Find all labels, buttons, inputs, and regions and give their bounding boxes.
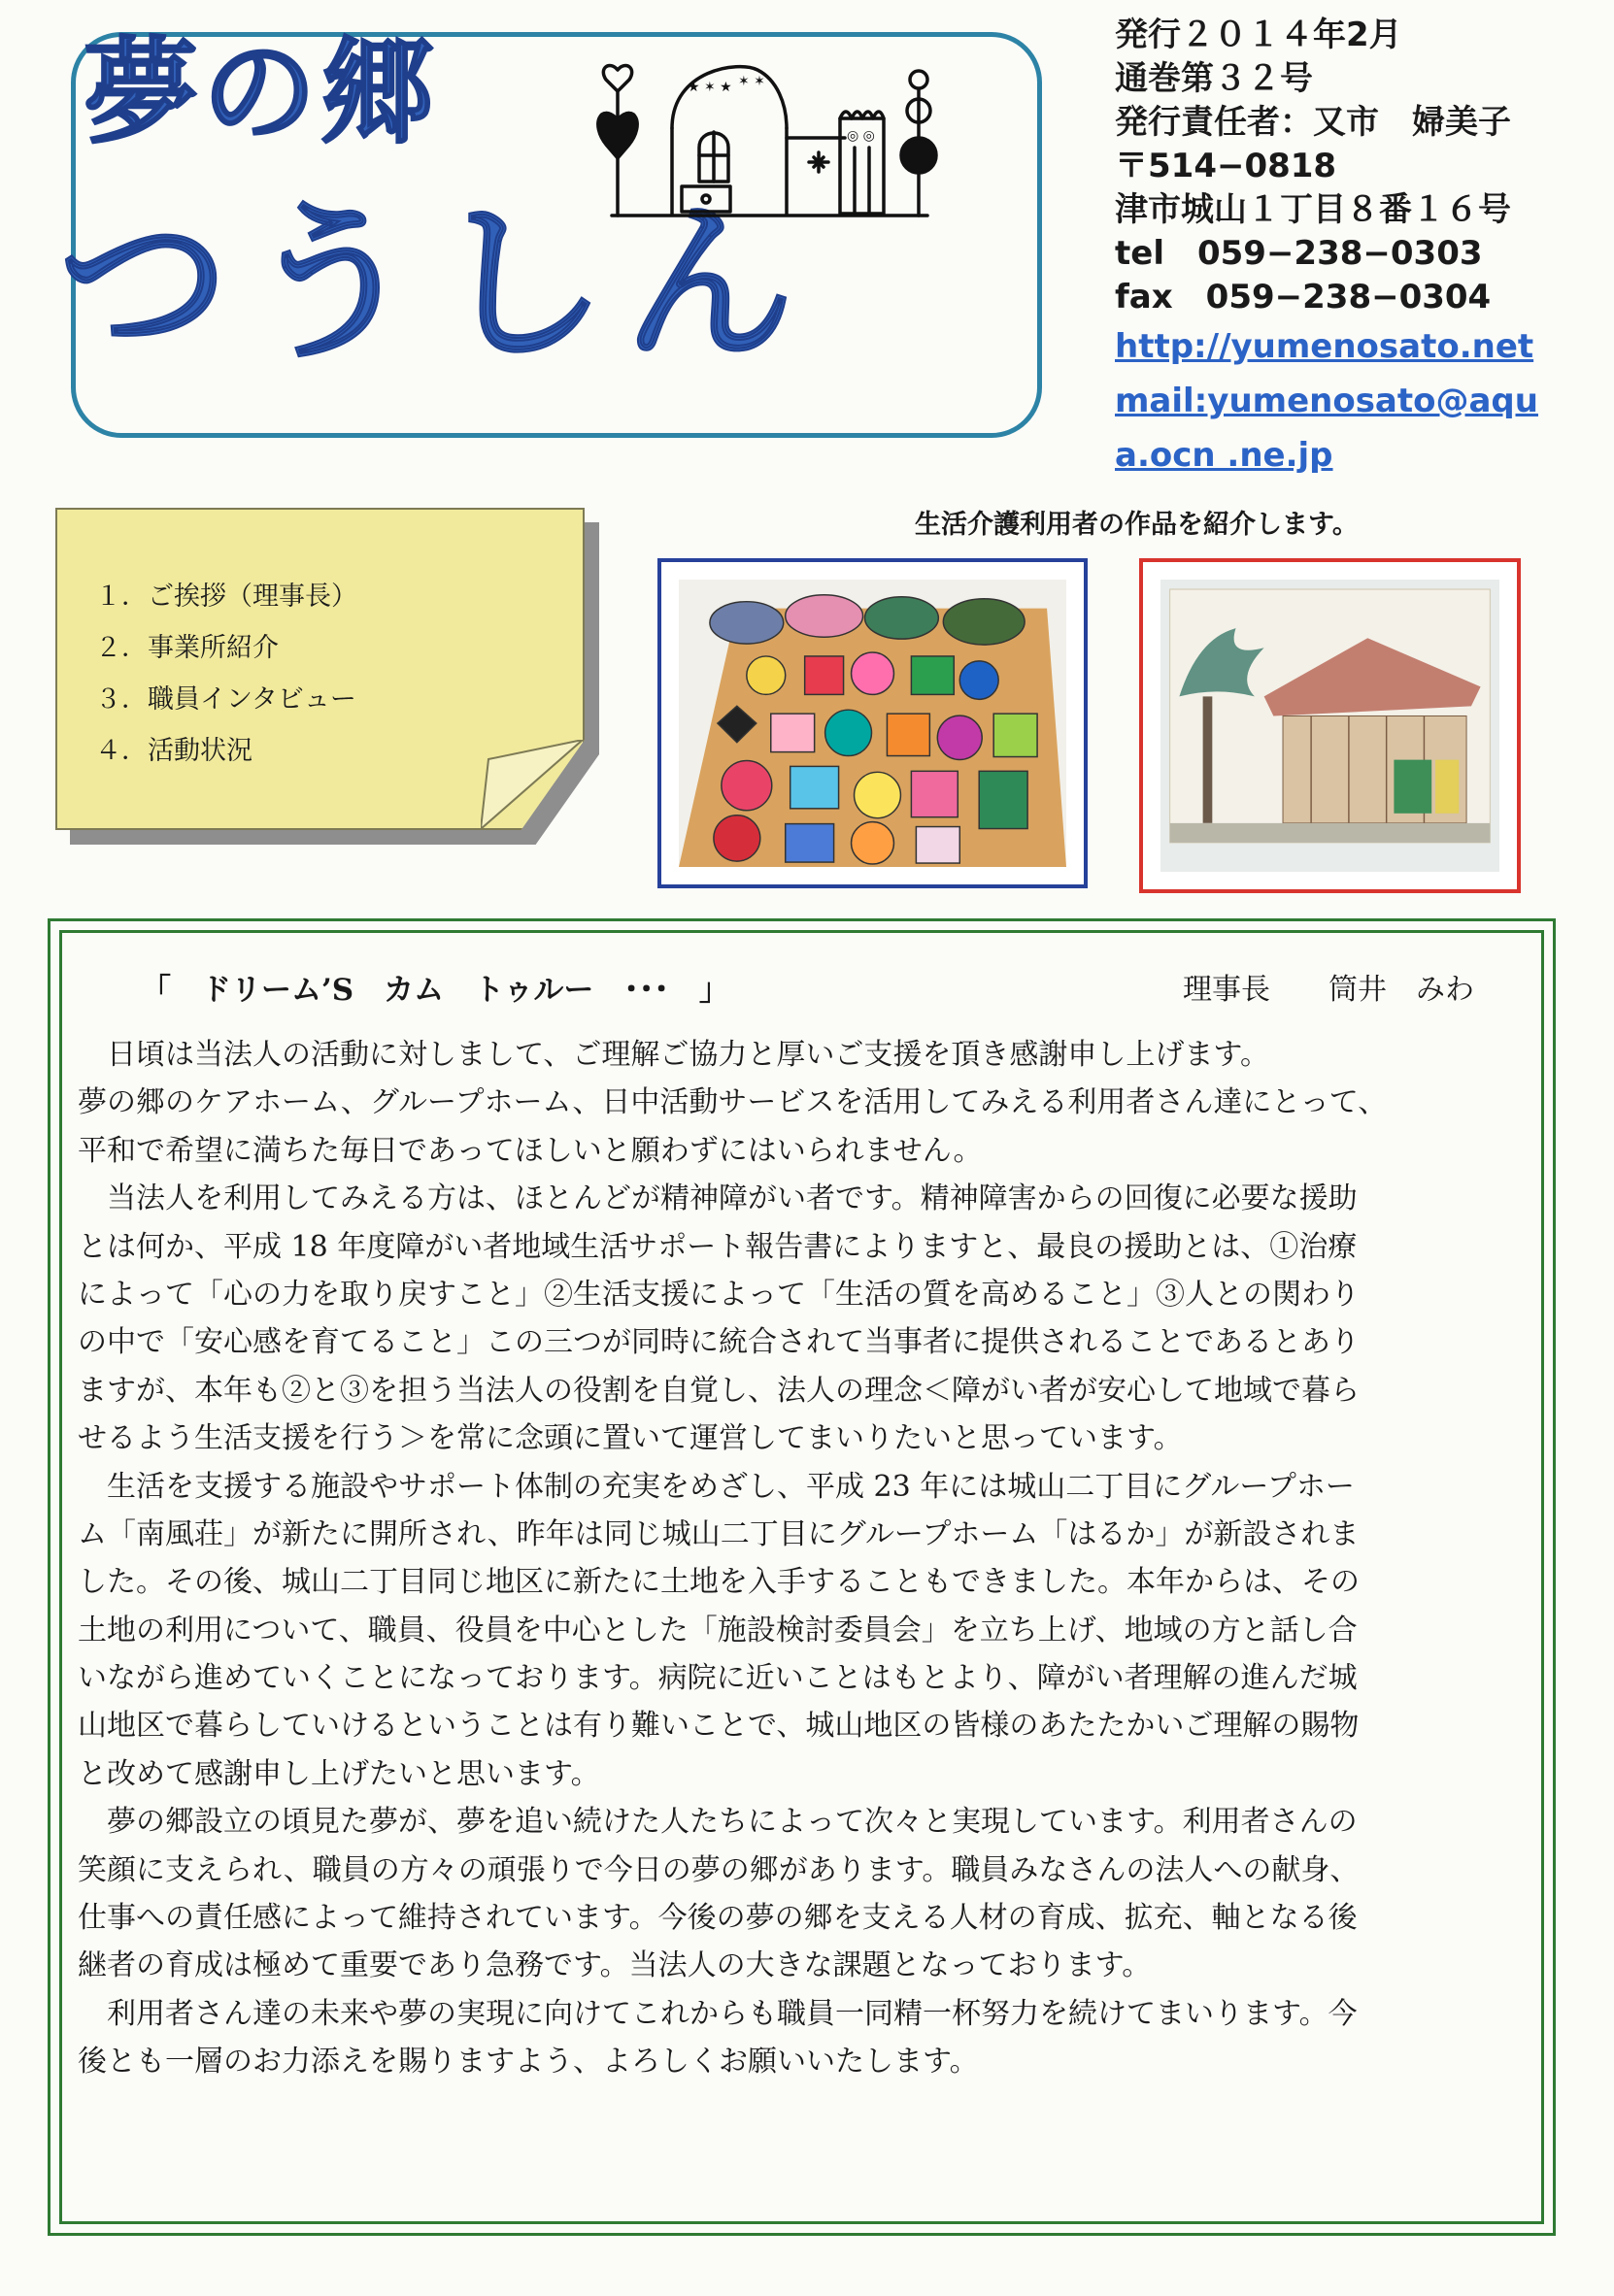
article-line: 後とも一層のお力添えを賜りますよう、よろしくお願いいたします。 <box>78 2045 979 2080</box>
email-link[interactable]: mail:yumenosato@aqu <box>1115 382 1538 420</box>
toc-note-fold <box>481 740 583 829</box>
article-line: 夢の郷のケアホーム、グループホーム、日中活動サービスを活用してみえる利用者さん達にとって、 <box>78 1085 1388 1120</box>
toc-item: ２．事業所紹介 <box>95 633 279 663</box>
article-line: ム「南風荘」が新たに開所され、昨年は同じ城山二丁目にグループホーム「はるか」が新設されま <box>78 1516 1360 1551</box>
article-line: した。その後、城山二丁目同じ地区に新たに土地を入手することもできました。本年からは、その <box>78 1565 1360 1600</box>
editor-name: 発行責任者：又市 婦美子 <box>1115 103 1511 142</box>
article-line: 山地区で暮らしていけるということは有り難いことで、城山地区の皆様のあたたかいご理解の賜物 <box>78 1709 1360 1744</box>
article-line: 土地の利用について、職員、役員を中心とした「施設検討委員会」を立ち上げ、地域の方と話し合 <box>78 1613 1358 1647</box>
issue-date: 発行２０１４年2月 <box>1115 16 1402 54</box>
toc-item: ４．活動状況 <box>95 736 252 766</box>
article-line: によって「心の力を取り戻すこと」②生活支援によって「生活の質を高めること」③人との関わり <box>78 1277 1360 1312</box>
painting-photo <box>1139 558 1521 893</box>
article-line: と改めて感謝申し上げたいと思います。 <box>78 1756 600 1791</box>
house-illustration <box>592 50 942 225</box>
article-author: 理事長 筒井 みわ <box>1183 973 1474 1007</box>
toc-item: ３．職員インタビュー <box>95 684 356 715</box>
masthead-subtitle: つうしん <box>58 184 813 383</box>
article-line: 利用者さん達の未来や夢の実現に向けてこれからも職員一同精一杯努力を続けてまいります。今 <box>78 1996 1358 2031</box>
article-title: 「 ドリーム’S カム トゥルー ･･･ 」 <box>141 973 729 1008</box>
publisher-info <box>1115 14 1600 482</box>
article-line: 夢の郷設立の頃見た夢が、夢を追い続けた人たちによって次々と実現しています。利用者さんの <box>78 1805 1358 1840</box>
article-line: とは何か、平成 18 年度障がい者地域生活サポート報告書によりますと、最良の援助とは、①治療 <box>78 1229 1358 1264</box>
article-line: 継者の育成は極めて重要であり急務です。当法人の大きな課題となっております。 <box>78 1948 1152 1983</box>
address: 津市城山１丁目８番１６号 <box>1115 190 1511 229</box>
svg-text:◎ ◎: ◎ ◎ <box>847 128 875 144</box>
article-line: ますが、本年も②と③を担う当法人の役割を自覚し、法人の理念＜障がい者が安心して地域で暮ら <box>78 1373 1360 1408</box>
article-line: 当法人を利用してみえる方は、ほとんどが精神障がい者です。精神障害からの回復に必要な援助 <box>78 1181 1358 1216</box>
article-line: せるよう生活支援を行う＞を常に念頭に置いて運営してまいりたいと思っています。 <box>78 1421 1183 1456</box>
article-line: 平和で希望に満ちた毎日であってほしいと願わずにはいられません。 <box>78 1133 983 1168</box>
article-line: 日頃は当法人の活動に対しまして、ご理解ご協力と厚いご支援を頂き感謝申し上げます。 <box>78 1038 1269 1072</box>
toc-list <box>95 571 357 777</box>
article-line: いながら進めていくことになっております。病院に近いことはもとより、障がい者理解の進んだ城 <box>78 1661 1358 1696</box>
article-line: の中で「安心感を育てること」この三つが同時に統合されて当事者に提供されることであるとあり <box>78 1325 1360 1360</box>
website-link[interactable]: http://yumenosato.net <box>1115 327 1534 366</box>
tel-number: tel 059−238−0303 <box>1115 234 1483 273</box>
issue-number: 通巻第３２号 <box>1115 59 1313 98</box>
masthead-title: 夢の郷 <box>84 25 440 159</box>
fax-number: fax 059−238−0304 <box>1115 278 1492 316</box>
postal-code: 〒514−0818 <box>1115 147 1337 185</box>
svg-text:★ ✶ ★: ★ ✶ ★ <box>688 80 732 95</box>
photo-caption: 生活介護利用者の作品を紹介します。 <box>915 510 1359 540</box>
article-line: 笑顔に支えられ、職員の方々の頑張りで今日の夢の郷があります。職員みなさんの法人への献身、 <box>78 1852 1360 1887</box>
article-line: 仕事への責任感によって維持されています。今後の夢の郷を支える人材の育成、拡充、軸となる後 <box>78 1901 1358 1936</box>
email-link-continued[interactable]: a.ocn .ne.jp <box>1115 436 1333 475</box>
article-body <box>78 1031 1534 2086</box>
svg-text:✶ ✶: ✶ ✶ <box>738 74 765 89</box>
article-line: 生活を支援する施設やサポート体制の充実をめざし、平成 23 年には城山二丁目にグループホー <box>78 1469 1355 1504</box>
crafts-photo <box>657 558 1088 888</box>
toc-item: １．ご挨拶（理事長） <box>95 582 357 612</box>
